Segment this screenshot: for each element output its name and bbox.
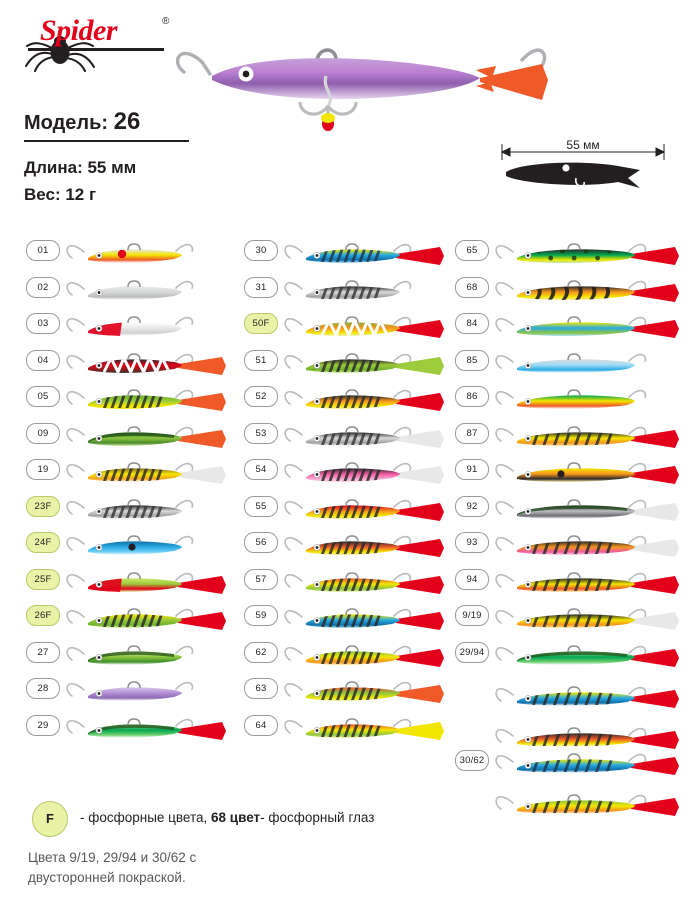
lure-swatch-icon <box>62 455 238 491</box>
lure-swatch-icon <box>280 711 456 747</box>
color-code-badge: 04 <box>26 350 60 371</box>
lure-swatch-icon <box>280 601 456 637</box>
color-code-badge: 28 <box>26 678 60 699</box>
double-paint-note-line1: Цвета 9/19, 29/94 и 30/62 с <box>28 850 197 865</box>
color-code-badge: 52 <box>244 386 278 407</box>
lure-swatch-icon <box>62 711 238 747</box>
color-code-badge: 64 <box>244 715 278 736</box>
phosphor-note <box>80 810 374 825</box>
color-code-badge: 93 <box>455 532 489 553</box>
brand-name: Spider <box>40 14 118 47</box>
lure-swatch-icon <box>491 455 691 491</box>
length-label: Длина: 55 мм <box>24 158 137 177</box>
color-code-badge: 55 <box>244 496 278 517</box>
lure-swatch-icon <box>62 273 238 309</box>
lure-swatch-icon <box>280 419 456 455</box>
color-code-badge: 26F <box>26 605 60 626</box>
color-code-badge: 27 <box>26 642 60 663</box>
color-code-badge: 68 <box>455 277 489 298</box>
lure-swatch-icon <box>62 309 238 345</box>
lure-swatch-icon <box>491 236 691 272</box>
double-paint-note <box>28 848 196 888</box>
color-code-badge: 91 <box>455 459 489 480</box>
color-code-badge: 94 <box>455 569 489 590</box>
color-code-badge: 65 <box>455 240 489 261</box>
color-code-badge: 19 <box>26 459 60 480</box>
color-code-badge: 54 <box>244 459 278 480</box>
color-code-badge: 02 <box>26 277 60 298</box>
lure-swatch-icon <box>280 638 456 674</box>
brand-logo <box>22 8 172 68</box>
lure-swatch-icon <box>491 382 691 418</box>
lure-swatch-icon <box>491 419 691 455</box>
color-code-badge: 57 <box>244 569 278 590</box>
lure-swatch-icon <box>491 638 691 746</box>
lure-swatch-icon <box>280 455 456 491</box>
color-code-badge: 31 <box>244 277 278 298</box>
double-paint-note-line2: двусторонней покраской. <box>28 870 186 885</box>
model-number: 26 <box>113 108 141 135</box>
phosphor-note-bold: 68 цвет <box>211 810 261 825</box>
lure-swatch-icon <box>491 309 691 345</box>
color-code-badge: 29 <box>26 715 60 736</box>
color-code-badge: 01 <box>26 240 60 261</box>
color-code-badge: 05 <box>26 386 60 407</box>
lure-swatch-icon <box>62 601 238 637</box>
color-code-badge: 87 <box>455 423 489 444</box>
color-code-badge: 85 <box>455 350 489 371</box>
color-code-badge: 50F <box>244 313 278 334</box>
lure-swatch-icon <box>491 601 691 637</box>
lure-swatch-icon <box>280 674 456 710</box>
lure-swatch-icon <box>62 382 238 418</box>
phosphor-badge: F <box>32 801 68 837</box>
color-code-badge: 92 <box>455 496 489 517</box>
color-code-badge: 25F <box>26 569 60 590</box>
color-code-badge: 53 <box>244 423 278 444</box>
color-code-badge: 24F <box>26 532 60 553</box>
lure-swatch-icon <box>280 236 456 272</box>
color-code-badge: 56 <box>244 532 278 553</box>
model-label: Модель: <box>24 112 109 134</box>
color-code-badge: 30/62 <box>455 750 489 771</box>
color-code-badge: 03 <box>26 313 60 334</box>
lure-swatch-icon <box>62 419 238 455</box>
lure-swatch-icon <box>62 528 238 564</box>
color-code-badge: 23F <box>26 496 60 517</box>
registered-mark: ® <box>162 16 170 27</box>
logo-divider <box>28 48 164 51</box>
lure-swatch-icon <box>280 309 456 345</box>
model-divider <box>24 140 189 142</box>
dimension-label: 55 мм <box>566 138 600 152</box>
lure-swatch-icon <box>280 528 456 564</box>
model-line <box>24 108 140 136</box>
color-code-badge: 29/94 <box>455 642 489 663</box>
lure-swatch-icon <box>491 565 691 601</box>
color-code-badge: 9/19 <box>455 605 489 626</box>
lure-swatch-icon <box>62 638 238 674</box>
lure-swatch-icon <box>280 346 456 382</box>
lure-swatch-icon <box>280 273 456 309</box>
color-code-badge: 63 <box>244 678 278 699</box>
lure-swatch-icon <box>491 746 691 818</box>
lure-swatch-icon <box>491 346 691 382</box>
lure-swatch-icon <box>62 674 238 710</box>
lure-swatch-icon <box>280 382 456 418</box>
color-code-badge: 51 <box>244 350 278 371</box>
color-code-badge: 59 <box>244 605 278 626</box>
color-code-badge: 84 <box>455 313 489 334</box>
hero-lure-illustration <box>150 28 570 138</box>
lure-swatch-icon <box>491 492 691 528</box>
lure-swatch-icon <box>62 346 238 382</box>
lure-swatch-icon <box>280 565 456 601</box>
dimension-diagram <box>488 138 678 208</box>
lure-swatch-icon <box>491 528 691 564</box>
color-code-badge: 62 <box>244 642 278 663</box>
lure-swatch-icon <box>62 236 238 272</box>
lure-swatch-icon <box>62 492 238 528</box>
lure-swatch-icon <box>491 273 691 309</box>
phosphor-note-part2: - фосфорный глаз <box>260 810 375 825</box>
color-code-badge: 86 <box>455 386 489 407</box>
lure-swatch-icon <box>280 492 456 528</box>
phosphor-note-part1: - фосфорные цвета, <box>80 810 212 825</box>
color-code-badge: 30 <box>244 240 278 261</box>
color-code-badge: 09 <box>26 423 60 444</box>
lure-swatch-icon <box>62 565 238 601</box>
weight-label: Вес: 12 г <box>24 185 97 204</box>
